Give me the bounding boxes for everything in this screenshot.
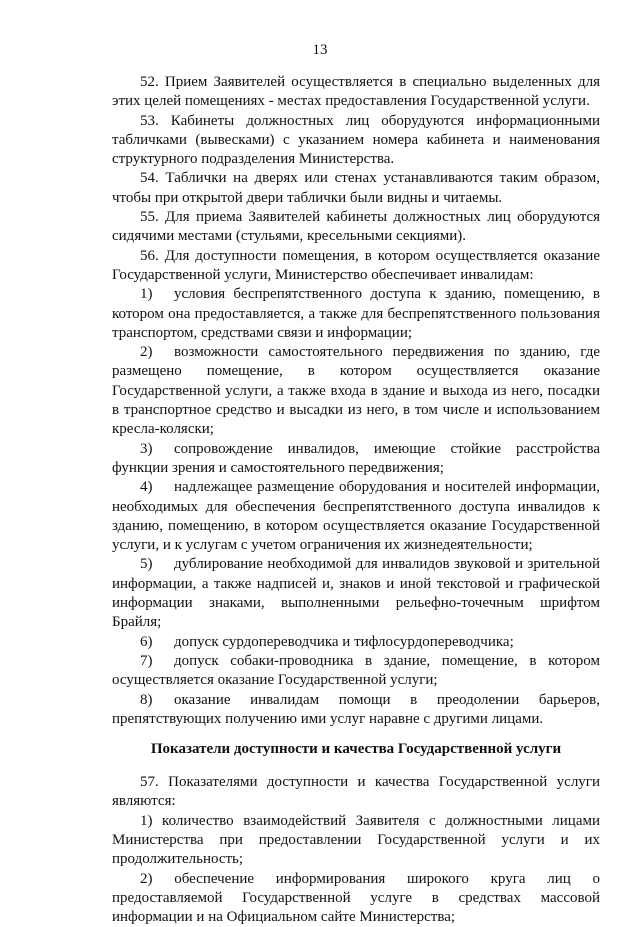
list-number: 2) bbox=[140, 344, 153, 361]
list-text: допуск сурдопереводчика и тифлосурдопереводчика; bbox=[174, 633, 514, 650]
list-item-56-8 bbox=[112, 691, 600, 730]
list-item-57-2: 2) обеспечение информирования широкого круга лиц о предоставляемой Государственной услуге в средствах массовой информации и на Официальном сайте Министерства; bbox=[112, 870, 600, 926]
list-item-57-1: 1) количество взаимодействий Заявителя с должностными лицами Министерства при предоставлении Государственной услуги и их продолжительность; bbox=[112, 812, 600, 868]
list-item-56-4 bbox=[112, 478, 600, 555]
paragraph-54: 54. Таблички на дверях или стенах устанавливаются таким образом, чтобы при открытой двери таблички были видны и читаемы. bbox=[112, 170, 600, 206]
list-number: 6) bbox=[140, 633, 153, 650]
paragraph-53: 53. Кабинеты должностных лиц оборудуются информационными табличками (вывесками) с указанием номера кабинета и наименования структурного подразделения Министерства. bbox=[112, 112, 600, 168]
list-text: условия беспрепятственного доступа к зданию, помещению, в котором она предоставляется, а также для беспрепятственного пользования транспортом, средствами связи и информации; bbox=[112, 286, 600, 341]
list-number: 1) bbox=[140, 286, 153, 303]
list-number: 8) bbox=[140, 691, 153, 708]
paragraph-56: 56. Для доступности помещения, в котором осуществляется оказание Государственной услуги, Министерство обеспечивает инвалидам: bbox=[112, 247, 600, 283]
list-item-56-2 bbox=[112, 343, 600, 439]
section-heading: Показатели доступности и качества Государственной услуги bbox=[150, 741, 562, 758]
list-item-56-6 bbox=[112, 633, 600, 652]
list-text: надлежащее размещение оборудования и носителей информации, необходимых для обеспечения беспрепятственного доступа инвалидов к зданию, помещению, в котором осуществляется оказание Государственной услуги, и к услугам с учетом ограничения их жизнедеятельности; bbox=[112, 479, 600, 554]
document-body bbox=[112, 73, 600, 927]
page-number: 13 bbox=[312, 42, 328, 58]
list-item-56-5 bbox=[112, 555, 600, 632]
list-number: 4) bbox=[140, 479, 153, 496]
paragraph-55: 55. Для приема Заявителей кабинеты должностных лиц оборудуются сидячими местами (стульями, кресельными секциями). bbox=[112, 209, 600, 245]
paragraph-57: 57. Показателями доступности и качества Государственной услуги являются: bbox=[112, 774, 600, 810]
list-text: возможности самостоятельного передвижения по зданию, где размещено помещение, в котором осуществляется оказание Государственной услуги, а также входа в здание и выхода из него, посадки в транспортное средство и высадки из него, в том числе и использованием кресла-коляски; bbox=[112, 344, 600, 438]
list-text: оказание инвалидам помощи в преодолении барьеров, препятствующих получению ими услуг наравне с другими лицами. bbox=[112, 691, 600, 727]
list-text: дублирование необходимой для инвалидов звуковой и зрительной информации, а также надписей и, знаков и иной текстовой и графической информации знаками, выполненными рельефно-точечным шрифтом Брайля; bbox=[112, 556, 600, 631]
list-item-56-3 bbox=[112, 440, 600, 479]
list-text: сопровождение инвалидов, имеющие стойкие расстройства функции зрения и самостоятельного передвижения; bbox=[112, 440, 600, 476]
list-number: 7) bbox=[140, 652, 153, 669]
list-item-56-7 bbox=[112, 652, 600, 691]
paragraph-52: 52. Прием Заявителей осуществляется в специально выделенных для этих целей помещениях - местах предоставления Государственной услуги. bbox=[112, 74, 600, 110]
list-item-56-1 bbox=[112, 285, 600, 343]
list-number: 3) bbox=[140, 440, 153, 457]
list-number: 5) bbox=[140, 556, 153, 573]
list-text: допуск собаки-проводника в здание, помещение, в котором осуществляется оказание Государственной услуги; bbox=[112, 652, 600, 689]
